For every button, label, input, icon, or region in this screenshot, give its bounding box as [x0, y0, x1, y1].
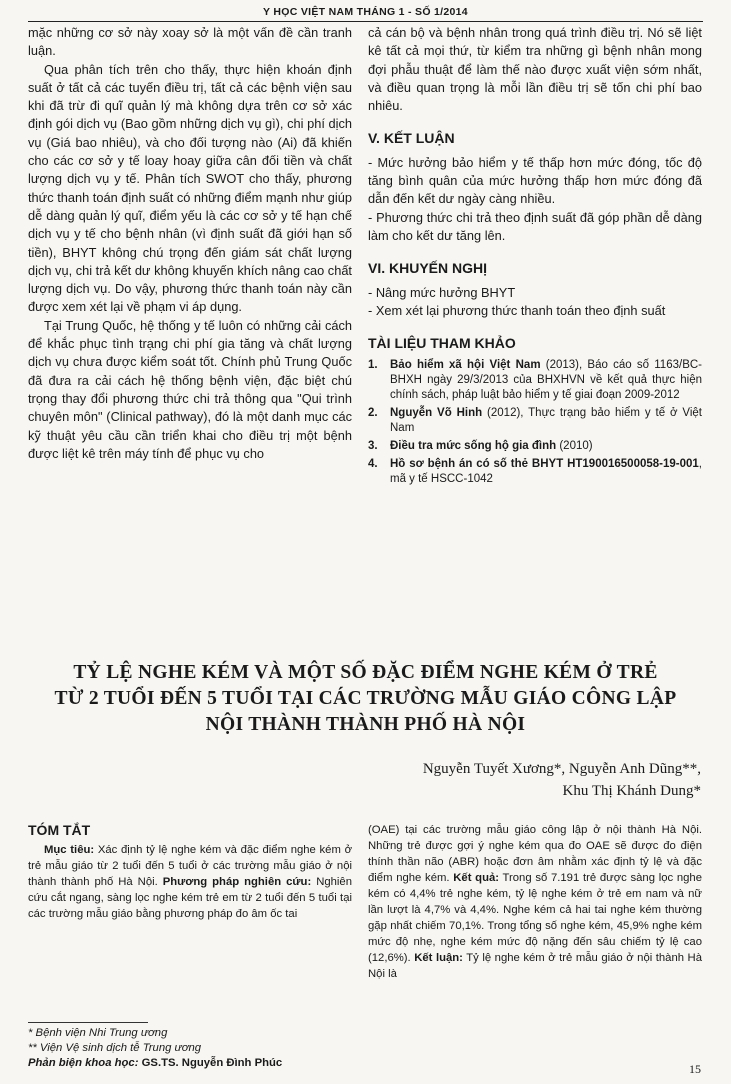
- title-line: NỘI THÀNH THÀNH PHỐ HÀ NỘI: [205, 714, 526, 735]
- reference-item: [368, 439, 702, 454]
- reference-author: Hồ sơ bệnh án có số thẻ BHYT HT190016500058-19-001: [390, 458, 699, 471]
- footnote: ** Viện Vệ sinh dịch tễ Trung ương: [28, 1042, 202, 1054]
- reference-number: 3.: [368, 440, 378, 453]
- paragraph: Qua phân tích trên cho thấy, thực hiện khoán định suất ở tất cả các tuyến điều trị, tất cả các bệnh viện sau khi đã trừ đi quĩ quản lý mà không dựa trên cơ sở xác định gói dịch vụ (Bao gồm những dịch vụ gì), chi phí dịch vụ (Giá bao nhiêu), và cho đối tượng nào (Ai) đã khiến cho các cơ sở y tế loay hoay giữa cân đối tiền và chất lượng dịch vụ y tế. Phân tích SWOT cho thấy, phương thức thanh toán định suất có những điểm mạnh như giúp dễ dàng quản lý quĩ, điểm yếu là các cơ sở y tế hạn chế dịch vụ y tế cho bệnh nhân (vì định suất đã giới hạn số tiền), BHYT không chú trọng đến giám sát chất lượng dịch vụ, chi trả kết dư không khuyến khích nâng cao chất lượng dịch vụ. Do vậy, phương thức thanh toán này cần được xem xét lại về phạm vi áp dụng.: [28, 61, 352, 315]
- method-label: Phương pháp nghiên cứu:: [162, 876, 312, 888]
- objective-label: Mục tiêu:: [44, 844, 95, 856]
- article-authors: [423, 758, 701, 802]
- conclusion-item: - Mức hưởng bảo hiểm y tế thấp hơn mức đóng, tốc độ tăng bình quân của mức hưởng thấp hơn mức đóng đã dẫn đến kết dư ngày càng nhiều.: [368, 154, 702, 207]
- abstract-left: [28, 822, 352, 922]
- footnote: * Bệnh viện Nhi Trung ương: [28, 1027, 168, 1039]
- reference-item: [368, 457, 702, 487]
- abstract-objective: [28, 842, 352, 922]
- reference-text: [390, 406, 702, 436]
- objective-text: Xác định tỷ lệ nghe kém và đặc điểm nghe kém ở trẻ mẫu giáo từ 2 tuổi đến 5 tuổi ở các trường mẫu giáo ở nội thành thành phố Hà Nội.: [28, 844, 352, 888]
- running-header: Y HỌC VIỆT NAM THÁNG 1 - SỐ 1/2014: [28, 6, 703, 22]
- reviewer-footnote: [28, 1056, 282, 1071]
- abstract-heading: TÓM TẮT: [28, 822, 91, 838]
- abstract-text: (OAE) tại các trường mẫu giáo công lập ở nội thành Hà Nội. Những trẻ được gợi ý nghe kém qua đo OAE sẽ được đo điện thính thần não (ABR) hoặc đơn âm nhằm xác định tỷ lệ và đặc điểm nghe kém.: [368, 824, 702, 884]
- conclusion-item: - Phương thức chi trả theo định suất đã góp phần dễ dàng làm cho kết dư tăng lên.: [368, 209, 702, 243]
- reference-author: Bảo hiểm xã hội Việt Nam: [390, 359, 541, 372]
- references-heading: TÀI LIỆU THAM KHẢO: [368, 335, 516, 352]
- result-label: Kết quả:: [453, 872, 500, 884]
- page-number: 15: [689, 1062, 701, 1076]
- reference-number: 2.: [368, 407, 378, 420]
- conclusion-label: Kết luận:: [414, 952, 463, 964]
- paragraph: cả cán bộ và bệnh nhân trong quá trình điều trị. Nó sẽ liệt kê tất cả mọi thứ, từ kiểm tra những gì bệnh nhân mong đợi phẫu thuật để làm thế nào được xuất viện sớm nhất, và điều quan trọng là mỗi lần điều trị sẽ tốn chi phí bao nhiêu.: [368, 25, 702, 114]
- left-column: [28, 24, 352, 463]
- result-text: Trong số 7.191 trẻ được sàng lọc nghe kém có 4,4% trẻ nghe kém, tỷ lệ nghe kém ở trẻ em nam và nữ lần lượt là 4,7% và 4,4%. Nghe kém cả hai tai nghe kém thường gặp nhất chiếm 70,1%. Trong tổng số nghe kém, 45,9% nghe kém mức độ nhẹ, nghe kém mức độ nặng đến sâu chiếm tỷ lệ cao (12,6%).: [368, 872, 702, 964]
- footnote-divider: [28, 1022, 148, 1023]
- abstract-continued: [368, 822, 702, 982]
- reviewer-label: Phản biện khoa học:: [28, 1057, 139, 1069]
- reference-author: Nguyễn Võ Hinh: [390, 407, 483, 420]
- footnotes: [28, 1026, 282, 1071]
- reference-number: 1.: [368, 359, 378, 372]
- author-line: Khu Thị Khánh Dung*: [562, 783, 701, 799]
- reference-item: [368, 406, 702, 436]
- reference-text: [390, 358, 702, 403]
- references-list: [368, 358, 702, 487]
- reference-detail: (2012), Thực trạng bảo hiểm y tế ở Việt Nam: [390, 407, 702, 435]
- reference-detail: (2013), Báo cáo số 1163/BC-BHXH ngày 29/3/2013 của BHXHVN về kết quả thực hiện chính sách, pháp luật bảo hiểm y tế giai đoạn 2009-2012: [390, 359, 702, 402]
- conclusion-heading: V. KẾT LUẬN: [368, 130, 455, 147]
- article-title: [40, 660, 691, 738]
- author-line: Nguyễn Tuyết Xương*, Nguyễn Anh Dũng**,: [422, 761, 701, 777]
- reference-detail: , mã y tế HSCC-1042: [390, 458, 702, 486]
- reference-detail: (2010): [556, 440, 593, 453]
- reference-number: 4.: [368, 458, 378, 471]
- recommendation-item: - Nâng mức hưởng BHYT: [368, 284, 516, 300]
- recommendation-item: - Xem xét lại phương thức thanh toán theo định suất: [368, 302, 666, 318]
- reviewer-name: GS.TS. Nguyễn Đình Phúc: [138, 1057, 283, 1069]
- right-column: [368, 24, 702, 490]
- recommendation-heading: VI. KHUYẾN NGHỊ: [368, 260, 488, 277]
- abstract-right: [368, 822, 702, 982]
- reference-text: [390, 457, 702, 487]
- reference-text: [390, 439, 593, 454]
- reference-item: [368, 358, 702, 403]
- reference-author: Điều tra mức sống hộ gia đình: [390, 440, 557, 453]
- title-line: TỶ LỆ NGHE KÉM VÀ MỘT SỐ ĐẶC ĐIỂM NGHE KÉM Ở TRẺ: [73, 662, 658, 683]
- paragraph: Tại Trung Quốc, hệ thống y tế luôn có những cải cách để khắc phục tình trạng chi phí gia tăng và chất lượng dịch vụ chưa được kiểm soát tốt. Chính phủ Trung Quốc đã đưa ra cải cách hệ thống bệnh viện, đặc biệt chú trọng thay đổi phương thức chi trả thông qua "Qui trình chuyên môn" (Clinical pathway), đó là một danh mục các kỹ thuật yêu cầu cần triển khai cho điều trị một bệnh được liệt kê trên máy tính để phục vụ cho: [28, 317, 352, 461]
- title-line: TỪ 2 TUỔI ĐẾN 5 TUỔI TẠI CÁC TRƯỜNG MẪU GIÁO CÔNG LẬP: [54, 688, 677, 709]
- conclusion-text: Tỷ lệ nghe kém ở trẻ mẫu giáo ở nội thành Hà Nội là: [368, 952, 702, 980]
- paragraph: mặc những cơ sở này xoay sở là một vấn đề cần tranh luận.: [28, 25, 352, 59]
- method-text: Nghiên cứu cắt ngang, sàng lọc nghe kém trẻ em từ 2 tuổi đến 5 tuổi tại các trường mẫu giáo bằng phương pháp đo âm ốc tai: [28, 876, 352, 920]
